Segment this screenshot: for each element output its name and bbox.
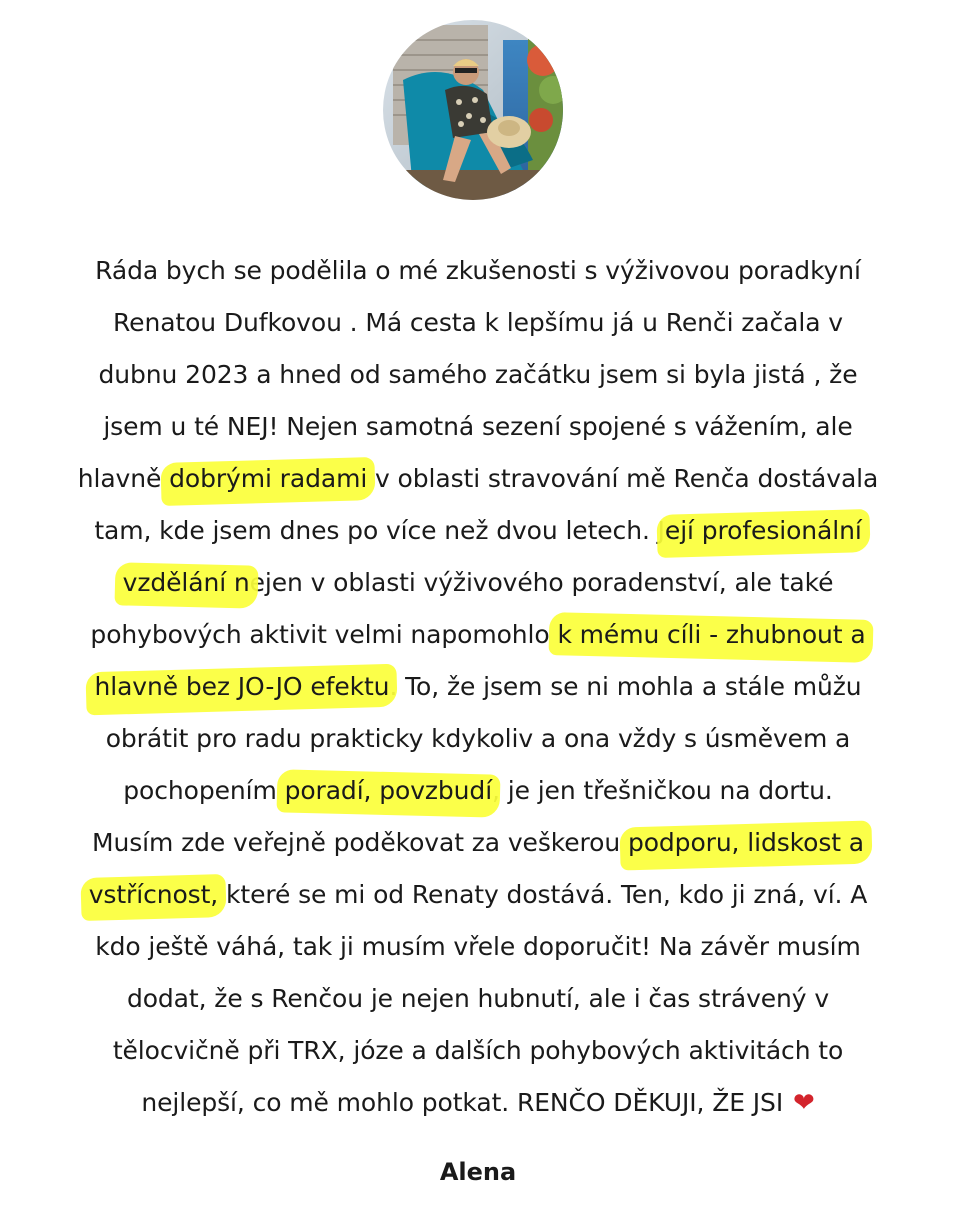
text-line <box>0 661 956 713</box>
text-segment: , je jen třešničkou na dortu. <box>492 776 833 805</box>
text-line <box>0 1077 956 1129</box>
text-line <box>0 505 956 557</box>
text-segment: hlavně <box>77 464 170 493</box>
text-line <box>0 453 956 505</box>
text-segment: ejen v oblasti výživového poradenství, ale také <box>249 568 834 597</box>
highlighted-phrase: dobrými radami <box>169 464 368 493</box>
text-line: Renatou Dufkovou . Má cesta k lepšímu já u Renči začala v <box>113 308 843 337</box>
author-name: Alena <box>439 1158 517 1186</box>
text-segment: nejlepší, co mě mohlo potkat. RENČO DĚKUJI, ŽE JSI <box>141 1088 791 1117</box>
highlighted-phrase: poradí, povzbudí <box>284 776 493 805</box>
highlighted-phrase: podporu, lidskost a <box>627 828 865 857</box>
text-line: dodat, že s Renčou je nejen hubnutí, ale i čas strávený v <box>126 984 830 1013</box>
avatar <box>383 20 563 200</box>
text-line: dubnu 2023 a hned od samého začátku jsem si byla jistá , že <box>98 360 858 389</box>
text-segment: které se mi od Renaty dostává. Ten, kdo ji zná, ví. A <box>218 880 868 909</box>
text-line: kdo ještě váhá, tak ji musím vřele doporučit! Na závěr musím <box>95 932 861 961</box>
text-segment: v oblasti stravování mě Renča dostávala <box>367 464 879 493</box>
text-segment: tam, kde jsem dnes po více než dvou letech. J <box>94 516 665 545</box>
highlighted-phrase: ejí profesionální <box>664 516 862 545</box>
woman-in-lounge-chair-photo <box>383 20 563 200</box>
text-line <box>0 765 956 817</box>
text-segment: . To, že jsem se ni mohla a stále můžu <box>389 672 862 701</box>
text-line: obrátit pro radu prakticky kdykoliv a ona vždy s úsměvem a <box>105 724 851 753</box>
highlighted-phrase: hlavně bez JO-JO efektu <box>94 672 390 701</box>
text-line <box>0 557 956 609</box>
highlighted-phrase: vzdělání n <box>122 568 250 597</box>
highlighted-phrase: vstřícnost, <box>88 880 219 909</box>
text-segment: pohybových aktivit velmi napomohlo <box>90 620 558 649</box>
heart-icon: ❤ <box>792 1088 815 1118</box>
text-line: Ráda bych se podělila o mé zkušenosti s výživovou poradkyní <box>95 256 861 285</box>
text-line: tělocvičně při TRX, józe a dalších pohybových aktivitách to <box>112 1036 844 1065</box>
text-segment: Musím zde veřejně poděkovat za veškerou <box>91 828 628 857</box>
highlighted-phrase: k mému cíli - zhubnout a <box>557 620 866 649</box>
text-line: jsem u té NEJ! Nejen samotná sezení spojené s vážením, ale <box>103 412 853 441</box>
text-line <box>0 869 956 921</box>
text-line <box>0 817 956 869</box>
text-segment: pochopením <box>123 776 285 805</box>
testimonial-text <box>0 245 956 1129</box>
text-line <box>0 609 956 661</box>
